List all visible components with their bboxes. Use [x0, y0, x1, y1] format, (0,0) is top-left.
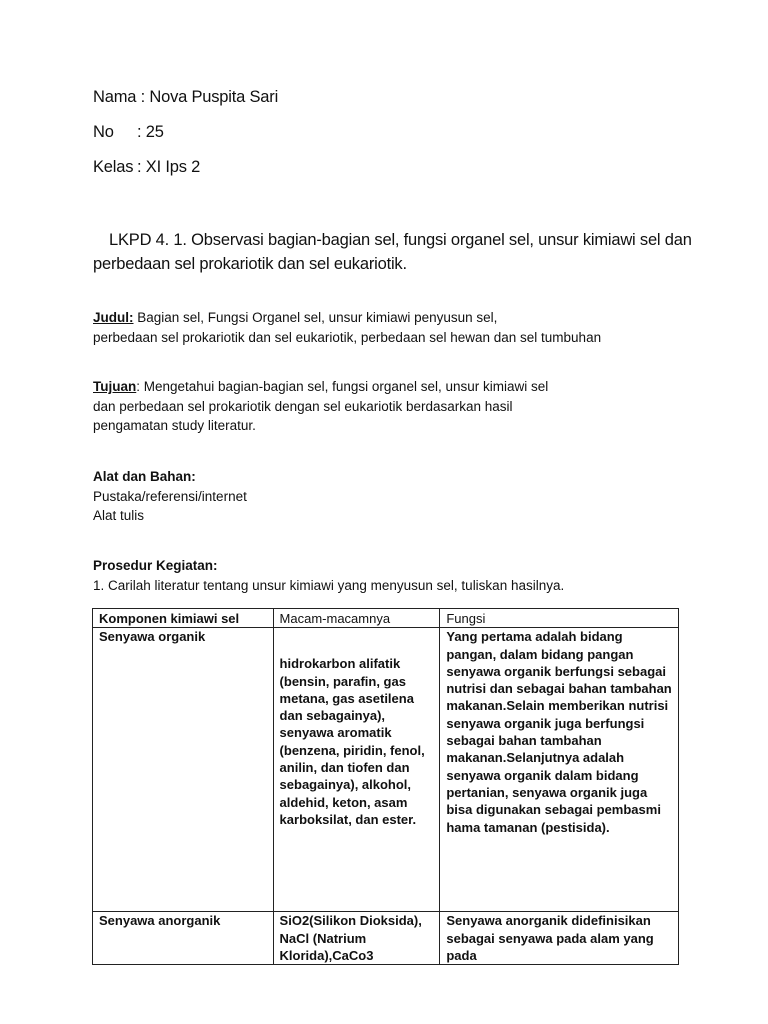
- worksheet-title: [93, 228, 693, 276]
- number-label: No: [93, 123, 114, 141]
- cell-komponen: Senyawa anorganik: [93, 912, 274, 965]
- prosedur-section: [93, 556, 693, 595]
- name-value: Nova Puspita Sari: [149, 88, 279, 106]
- tujuan-line2: dan perbedaan sel prokariotik dengan sel eukariotik berdasarkan hasil: [93, 398, 513, 414]
- alat-section: [93, 467, 693, 526]
- cell-fungsi: Senyawa anorganik didefinisikan sebagai senyawa pada alam yang pada: [440, 912, 679, 965]
- prosedur-label: Prosedur Kegiatan:: [93, 558, 218, 573]
- student-number-line: [93, 123, 164, 142]
- table-row: [93, 628, 679, 912]
- header-macam: Macam-macamnya: [273, 609, 440, 628]
- alat-item-2: Alat tulis: [93, 508, 145, 523]
- tujuan-label: Tujuan: [93, 379, 137, 394]
- cell-komponen: Senyawa organik: [93, 628, 274, 912]
- judul-label: Judul:: [93, 310, 134, 325]
- judul-section: [93, 308, 693, 347]
- tujuan-line1: : Mengetahui bagian-bagian sel, fungsi organel sel, unsur kimiawi sel: [136, 379, 549, 394]
- cell-fungsi: Yang pertama adalah bidang pangan, dalam bidang pangan senyawa organik berfungsi sebagai nutrisi dan sebagai bahan tambahan makanan.Selain memberikan nutrisi senyawa organik juga berfungsi sebagai bahan tambahan makanan.Selanjutnya adalah senyawa organik dalam bidang pertanian, senyawa organik juga bisa digunakan sebagai pembasmi hama tamanan (pestisida).: [440, 628, 679, 912]
- header-fungsi: Fungsi: [440, 609, 679, 628]
- cell-macam: hidrokarbon alifatik (bensin, parafin, gas metana, gas asetilena dan sebagainya), senyawa aromatik (benzena, piridin, fenol, anilin, dan tiofen dan sebagainya), alkohol, aldehid, keton, asam karboksilat, dan ester.: [273, 628, 440, 912]
- prosedur-step-1: 1. Carilah literatur tentang unsur kimiawi yang menyusun sel, tuliskan hasilnya.: [93, 577, 565, 593]
- judul-line2: perbedaan sel prokariotik dan sel eukariotik, perbedaan sel hewan dan sel tumbuhan: [93, 329, 602, 345]
- table-header-row: [93, 609, 679, 628]
- class-value: : XI Ips 2: [137, 158, 201, 176]
- student-name-line: [93, 88, 278, 107]
- table-row: [93, 912, 679, 965]
- student-class-line: [93, 158, 200, 177]
- alat-item-1: Pustaka/referensi/internet: [93, 488, 247, 504]
- judul-line1: Bagian sel, Fungsi Organel sel, unsur kimiawi penyusun sel,: [133, 310, 498, 325]
- tujuan-line3: pengamatan study literatur.: [93, 418, 256, 433]
- chemical-components-table: [92, 608, 679, 965]
- cell-macam: SiO2(Silikon Dioksida), NaCl (Natrium Klorida),CaCo3: [273, 912, 440, 965]
- class-label: Kelas: [93, 158, 134, 176]
- title-text: LKPD 4. 1. Observasi bagian-bagian sel, fungsi organel sel, unsur kimiawi sel dan perbedaan sel prokariotik dan sel eukariotik.: [93, 231, 692, 273]
- tujuan-section: [93, 377, 693, 436]
- header-komponen: Komponen kimiawi sel: [93, 609, 274, 628]
- number-value: : 25: [137, 123, 164, 141]
- name-label: Nama :: [93, 88, 150, 106]
- alat-label: Alat dan Bahan:: [93, 469, 196, 484]
